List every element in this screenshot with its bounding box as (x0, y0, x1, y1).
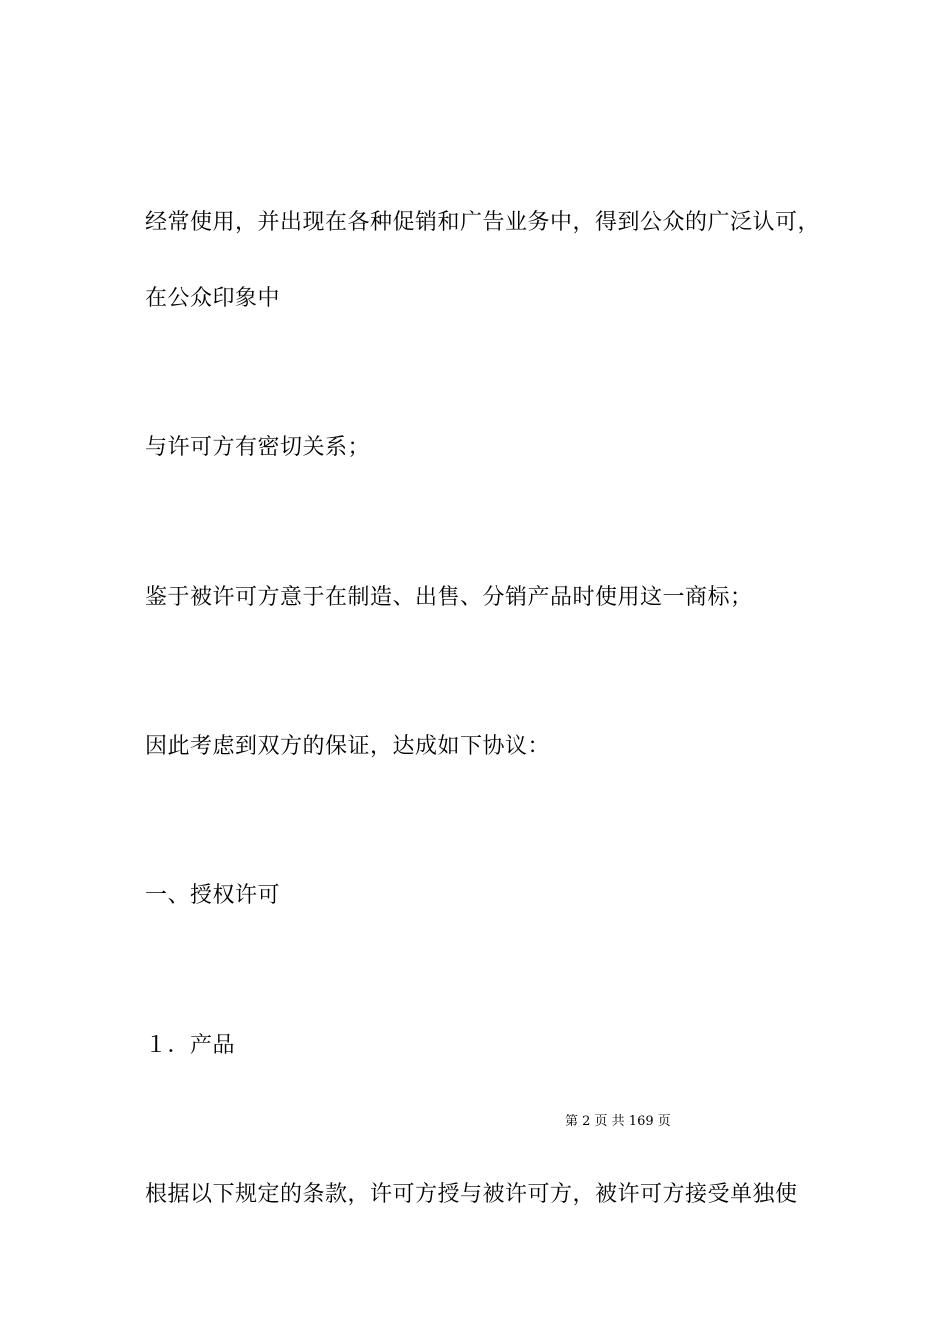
page-number-footer: 第 2 页 共 169 页 (565, 1114, 671, 1129)
paragraph-line: 经常使用，并出现在各种促销和广告业务中，得到公众的广泛认可， (145, 210, 821, 235)
paragraph-line: 鉴于被许可方意于在制造、出售、分销产品时使用这一商标； (145, 585, 753, 610)
paragraph-line: 根据以下规定的条款，许可方授与被许可方，被许可方接受单独使 (145, 1182, 798, 1207)
paragraph-line: 在公众印象中 (145, 286, 281, 311)
paragraph-line: 与许可方有密切关系； (145, 435, 371, 460)
section-heading: 一、授权许可 (145, 883, 281, 908)
subsection-heading: １．产品 (145, 1033, 236, 1058)
paragraph-line: 因此考虑到双方的保证，达成如下协议： (145, 734, 551, 759)
